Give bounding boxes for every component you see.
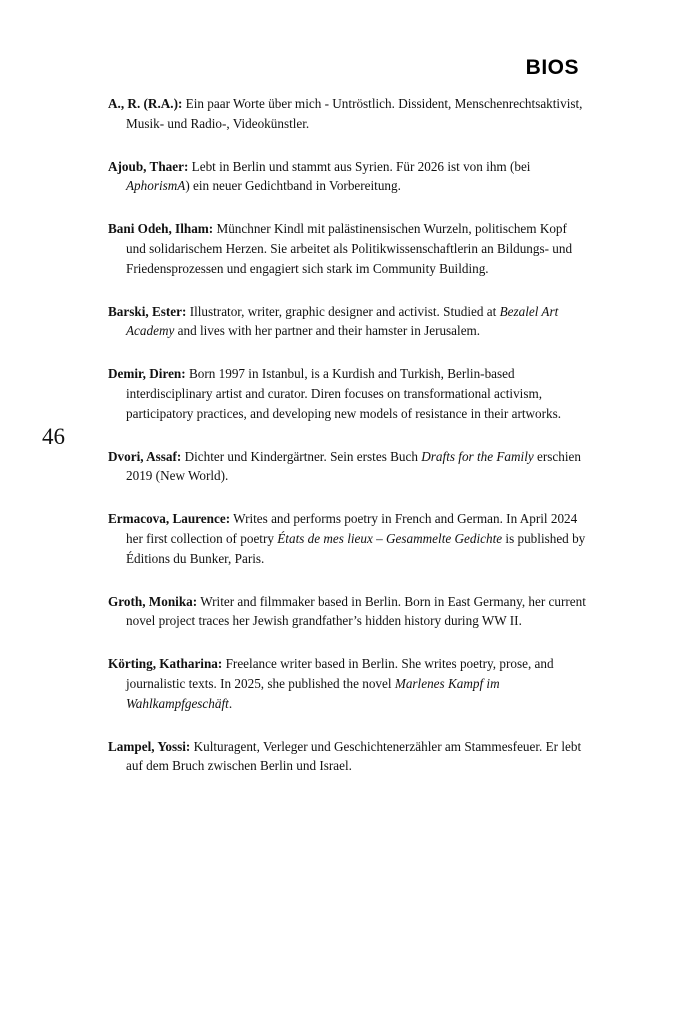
bio-text: Born 1997 in Istanbul, is a Kurdish and Turkish, Berlin-based interdisciplinary artist and curator. Diren focuses on transformational activism, participatory practices, and developing new models of resistance in their artworks. [126, 366, 562, 421]
bio-name: Barski, Ester: [108, 303, 187, 319]
bio-text: erschien 2019 (New World). [126, 448, 581, 484]
bio-entry [108, 157, 588, 197]
bio-text: Münchner Kindl mit palästinensischen Wurzeln, politischem Kopf und solidarischem Herzen. Sie arbeitet als Politikwissenschaftlerin an Bildungs- und Friedensprozessen und engagiert sich stark im Community Building. [126, 221, 573, 276]
bio-entry [108, 302, 588, 342]
bio-text: Kulturagent, Verleger und Geschichtenerzähler am Stammesfeuer. Er lebt auf dem Bruch zwischen Berlin und Israel. [126, 738, 582, 774]
bio-title-italic: Marlenes Kampf im Wahlkampfgeschäft [126, 675, 500, 711]
bios-list [108, 94, 588, 799]
bio-entry [108, 94, 588, 134]
bio-entry [108, 447, 588, 487]
bio-name: Dvori, Assaf: [108, 448, 182, 464]
bio-entry [108, 592, 588, 632]
bio-title-italic: AphorismA [126, 178, 186, 194]
bio-entry [108, 654, 588, 713]
bio-text: . [228, 695, 233, 711]
bio-text: Dichter und Kindergärtner. Sein erstes Buch [181, 448, 422, 464]
bio-name: Ermacova, Laurence: [108, 511, 231, 527]
bio-text: is published by Éditions du Bunker, Paris. [126, 530, 586, 566]
bio-entry [108, 509, 588, 568]
bio-entry [108, 219, 588, 278]
bio-name: A., R. (R.A.): [108, 96, 183, 111]
bio-name: Bani Odeh, Ilham: [108, 221, 214, 237]
bio-entry [108, 364, 588, 423]
bio-title-italic: Bezalel Art Academy [126, 303, 559, 339]
bio-name: Ajoub, Thaer: [108, 158, 189, 174]
bio-name: Körting, Katharina: [108, 656, 223, 672]
bio-name: Demir, Diren: [108, 366, 186, 382]
bio-name: Groth, Monika: [108, 593, 198, 609]
bio-text: Freelance writer based in Berlin. She writes poetry, prose, and journalistic texts. In 2025, she published the novel [126, 656, 554, 691]
bio-text: Ein paar Worte über mich - Untröstlich. Dissident, Menschenrechtsaktivist, Musik- und Radio-, Videokünstler. [126, 96, 583, 131]
bio-text: Lebt in Berlin und stammt aus Syrien. Für 2026 ist von ihm (bei [188, 158, 531, 174]
bio-text: Writer and filmmaker based in Berlin. Born in East Germany, her current novel project traces her Jewish grandfather’s hidden history during WW II. [126, 593, 586, 629]
bio-entry [108, 737, 588, 777]
bio-name: Lampel, Yossi: [108, 738, 191, 754]
page-number: 46 [42, 424, 65, 449]
section-title: BIOS [525, 56, 579, 79]
bio-text: Illustrator, writer, graphic designer and activist. Studied at [186, 303, 500, 319]
bio-text: Writes and performs poetry in French and German. In April 2024 her first collection of poetry [126, 511, 578, 546]
bio-text: ) ein neuer Gedichtband in Vorbereitung. [185, 178, 401, 194]
bio-text: and lives with her partner and their hamster in Jerusalem. [174, 323, 481, 339]
bio-title-italic: Drafts for the Family [421, 448, 534, 464]
bio-title-italic: États de mes lieux – Gesammelte Gedichte [277, 530, 503, 546]
